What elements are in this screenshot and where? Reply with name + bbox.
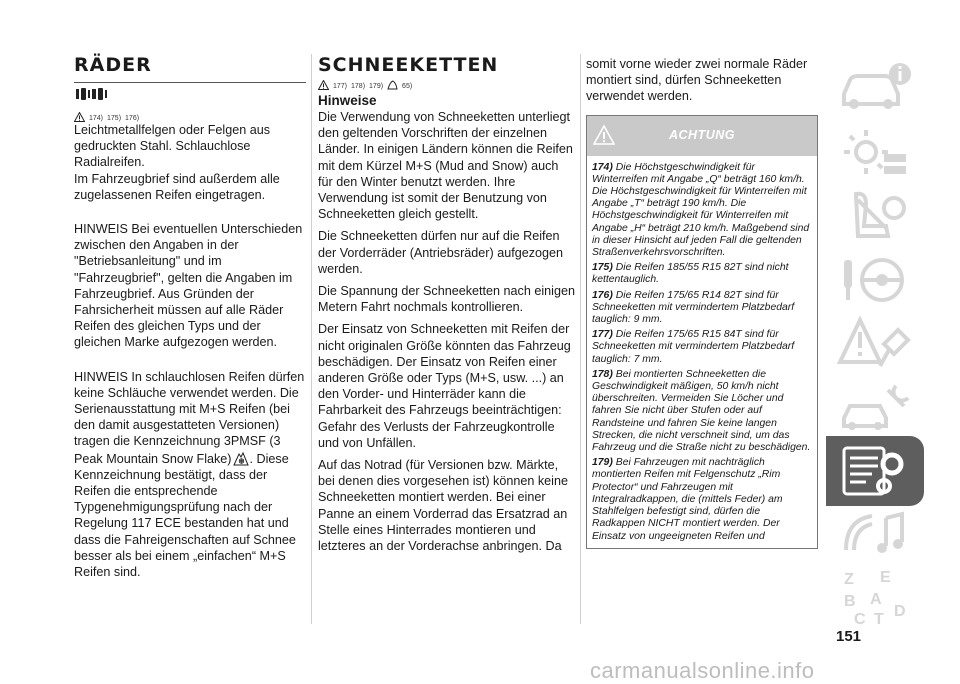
- chapter-tab[interactable]: [826, 564, 924, 634]
- column-separator: [311, 54, 312, 624]
- ref-178: 178): [351, 83, 366, 90]
- heading-rule: [74, 82, 306, 83]
- chapter-tab[interactable]: [826, 244, 924, 314]
- multimedia-note-icon: [836, 506, 914, 564]
- note-text: Die Reifen 185/55 R15 82T sind nicht kettentauglich.: [592, 262, 789, 286]
- index-letter: T: [874, 611, 884, 628]
- warning-triangle-icon: [836, 314, 914, 372]
- ref-65: 65): [402, 83, 413, 90]
- chapter-tab[interactable]: [826, 372, 924, 442]
- section-heading-raeder: RÄDER: [74, 54, 152, 76]
- warning-box-header: [587, 116, 817, 156]
- chapter-tab[interactable]: [826, 308, 924, 378]
- warning-note: [592, 162, 813, 260]
- note-text: Bei Fahrzeugen mit nachträglich montierten Reifen mit Felgenschutz „Rim Protector“ und Fahrzeugen mit Integralradkappen, die (mittels Feder) am Stahlfelgen befestigt sind, dürfen die Radkappen NICHT montiert werden. Der Einsatz von ungeeigneten Reifen und: [592, 457, 783, 542]
- chapter-tab[interactable]: [826, 500, 924, 570]
- ref-175: 175): [107, 115, 122, 122]
- warning-title: ACHTUNG: [669, 127, 735, 142]
- note-number: 175): [592, 262, 613, 274]
- warning-box: [586, 115, 818, 549]
- column-achtung: [586, 54, 818, 549]
- column-separator: [580, 54, 581, 624]
- seat-safety-icon: [836, 186, 914, 244]
- ref-174: 174): [89, 115, 104, 122]
- mountain-snowflake-icon: [233, 450, 249, 466]
- warning-note: [592, 457, 813, 542]
- ref-179: 179): [369, 83, 384, 90]
- text-kennzeichnung: . Diese Kennzeichnung bestätigt, dass der Reifen die entsprechende Typgenehmigungsprüfung nach der Regelung 117 ECE bestanden hat und dass die Fahreigenschaften auf Schnee besser als bei einem „einfachen“ M+S Reifen sind.: [74, 451, 296, 580]
- chapter-tab[interactable]: [826, 52, 924, 122]
- note-number: 179): [592, 457, 613, 469]
- note-text: Die Höchstgeschwindigkeit für Winterreifen mit Angabe „Q“ beträgt 160 km/h. Die Höchstgeschwindigkeit für Winterreifen mit Angabe „T“ beträgt 190 km/h. Die Höchstgeschwindigkeit für Winterreifen mit Angabe „H“ beträgt 210 km/h. Maßgebend sind in dieser Hinsicht auf jeden Fall die geltenden Straßenverkehrsvorschriften.: [592, 161, 810, 259]
- index-letter: A: [870, 591, 882, 608]
- note-text: Die Reifen 175/65 R15 84T sind für Schneeketten mit vermindertem Platzbedarf tauglich: 7 mm.: [592, 329, 795, 365]
- warning-note: [592, 329, 813, 366]
- index-letters-icon: [836, 570, 914, 628]
- note-number: 177): [592, 329, 613, 341]
- warning-note: [592, 290, 813, 327]
- warning-references: [74, 106, 306, 122]
- steering-key-icon: [836, 250, 914, 308]
- page-number: 151: [836, 628, 862, 645]
- note-text: Bei montierten Schneeketten die Geschwindigkeit mäßigen, 50 km/h nicht überschreiten. Vermeiden Sie Löcher und fahren Sie nicht über Stufen oder auf Randsteine und fahren Sie keine langen Strecken, die nicht verschneit sind, um das Fahrzeug und die Straße nicht zu beschädigen.: [592, 368, 811, 454]
- index-letter: B: [844, 593, 856, 610]
- paragraph-hinweis-schlauchlos: [74, 369, 306, 581]
- section-heading-schneeketten: SCHNEEKETTEN: [318, 54, 499, 76]
- chapter-tab[interactable]: [826, 180, 924, 250]
- note-number: 176): [592, 289, 613, 301]
- car-info-icon: [836, 58, 914, 116]
- column-raeder: [74, 54, 306, 586]
- wrench-car-icon: [836, 378, 914, 436]
- paragraph-fortsetzung: somit vorne wieder zwei normale Räder montiert sind, dürfen Schneeketten verwendet werden.: [586, 57, 808, 104]
- column-schneeketten: [318, 54, 576, 560]
- index-letter: Z: [844, 571, 854, 588]
- warning-note: [592, 262, 813, 286]
- paragraph-vorderraeder: Die Schneeketten dürfen nur auf die Reifen der Vorderräder (Antriebsräder) aufgezogen werden.: [318, 229, 564, 276]
- warning-note: [592, 369, 813, 454]
- paragraph-verwendung: Die Verwendung von Schneeketten unterliegt den geltenden Vorschriften der einzelnen Länder. In einigen Ländern können die Reifen mit dem Kürzel M+S (Mud and Snow) auch für den Winter benutzt werden. Ihre Verwendung ist somit der Benutzung von Schneeketten gleich gestellt.: [318, 110, 573, 222]
- note-text: Die Reifen 175/65 R14 82T sind für Schneeketten mit vermindertem Platzbedarf tauglich: 9 mm.: [592, 289, 795, 326]
- paragraph-einsatz: Der Einsatz von Schneeketten mit Reifen der nicht originalen Größe könnten das Fahrzeug beschädigen. Der Einsatz von Reifen einer anderen Größe oder Typs (M+S, usw. ...) an den Vorder- und Hinterräder kann die Fahrbarkeit des Fahrzeugs beeinträchtigen: Gefahr des Verlusts der Fahrzeugkontrolle und von Unfällen.: [318, 322, 571, 450]
- text-3pmsf: HINWEIS In schlauchlosen Reifen dürfen keine Schläuche verwendet werden. Die Serienausstattung mit M+S Reifen (bei den damit ausgestatteten Versionen) tragen die Kennzeichnung 3PMSF (3 Peak Mountain Snow Flake): [74, 369, 305, 466]
- paragraph-notrad: Auf das Notrad (für Versionen bzw. Märkte, bei denen dies vorgesehen ist) können keine Schneeketten montiert werden. Bei einer Panne an einem Vorderrad das Ersatzrad an Stelle eines Hinterrades montieren und letzteres an der Vorderachse anbringen. Da: [318, 458, 568, 554]
- specs-gear-icon: [836, 442, 914, 500]
- caution-hand-icon: [387, 80, 398, 90]
- warning-notes: [587, 156, 817, 548]
- warning-references: [318, 76, 576, 90]
- paragraph-fahrzeugbrief: Im Fahrzeugbrief sind außerdem alle zugelassenen Reifen eingetragen.: [74, 171, 280, 202]
- wheel-rim-icon: [74, 87, 114, 101]
- ref-177: 177): [333, 83, 348, 90]
- ref-176: 176): [125, 115, 140, 122]
- chapter-tab[interactable]: [826, 436, 924, 506]
- paragraph-felgen: Leichtmetallfelgen oder Felgen aus gedruckten Stahl. Schlauchlose Radialreifen.: [74, 123, 271, 170]
- index-letter: C: [854, 611, 866, 628]
- subheading-hinweise: Hinweise: [318, 93, 377, 108]
- watermark: carmanualsonline.info: [590, 658, 815, 683]
- note-number: 174): [592, 161, 613, 173]
- warning-triangle-icon: [74, 112, 85, 122]
- warning-triangle-icon: [318, 80, 329, 90]
- index-letter: E: [880, 570, 891, 586]
- index-letter: D: [894, 603, 906, 620]
- chapter-tab[interactable]: [826, 116, 924, 186]
- paragraph-hinweis-angaben: HINWEIS Bei eventuellen Unterschieden zwischen den Angaben in der "Betriebsanleitung" und im "Fahrzeugbrief", gelten die Angaben im Fahrzeugbrief. Aus Gründen der Fahrsicherheit müssen auf alle Räder Reifen des gleichen Typs und der gleichen Marke aufgezogen werden.: [74, 222, 303, 350]
- dashboard-lights-icon: [836, 122, 914, 180]
- note-number: 178): [592, 368, 613, 380]
- paragraph-spannung: Die Spannung der Schneeketten nach einigen Metern Fahrt nochmals kontrollieren.: [318, 284, 575, 315]
